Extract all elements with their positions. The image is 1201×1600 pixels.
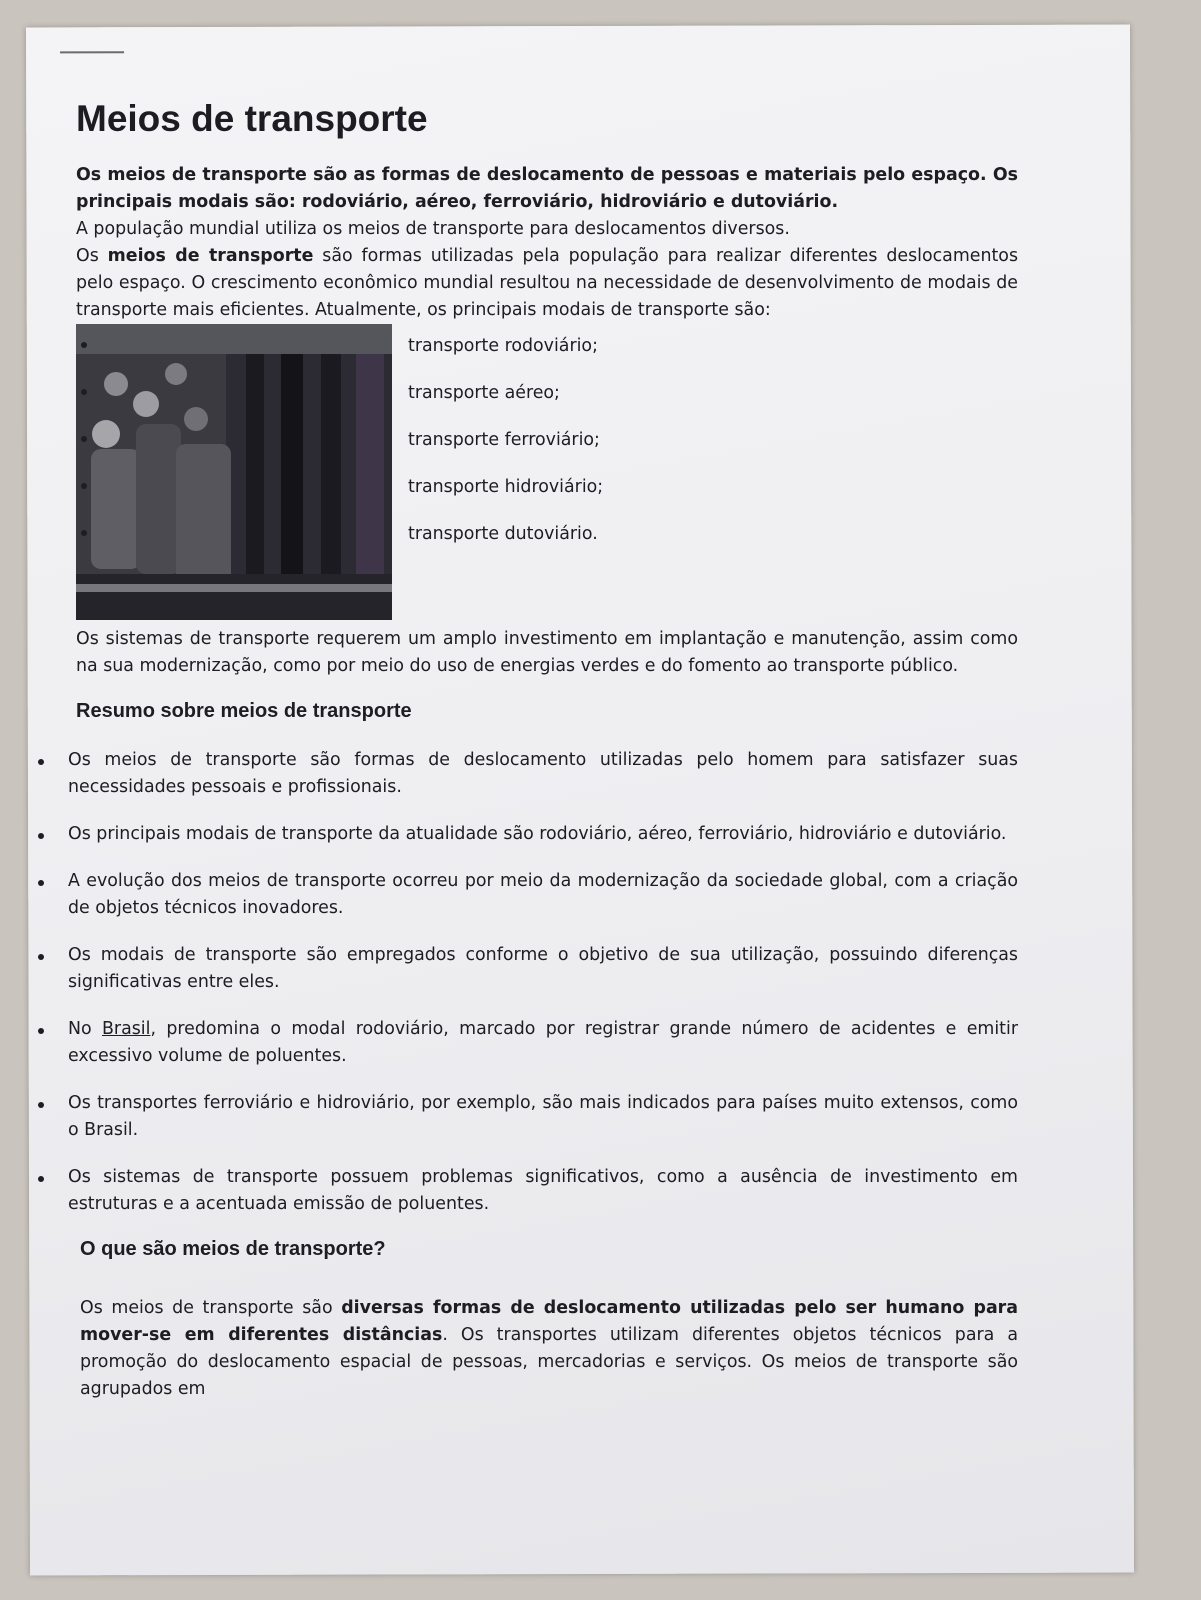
modal-text: transporte ferroviário; <box>408 430 600 450</box>
list-item <box>76 430 1018 477</box>
summary-text: Os principais modais de transporte da atualidade são rodoviário, aéreo, ferroviário, hidroviário e dutoviário. <box>68 824 1007 844</box>
list-item <box>76 383 1018 430</box>
bullet-icon <box>38 759 44 765</box>
modal-list <box>76 336 1018 571</box>
brasil-prefix: No <box>68 1019 102 1039</box>
para1-bold: meios de transporte <box>107 246 314 266</box>
paragraph-2: Os sistemas de transporte requerem um amplo investimento em implantação e manutenção, assim como na sua modernização, como por meio do uso de energias verdes e do fomento ao transporte público. <box>76 629 1018 676</box>
list-item <box>76 477 1018 524</box>
paragraph-1 <box>76 243 1018 324</box>
caption-line: A população mundial utiliza os meios de transporte para deslocamentos diversos. <box>76 219 790 239</box>
final-bold: diversas formas de deslocamento utilizadas pelo ser humano para mover-se em diferentes distâncias <box>80 1298 1018 1345</box>
summary-text: Os transportes ferroviário e hidroviário, por exemplo, são mais indicados para países muito extensos, como o Brasil. <box>68 1093 1018 1140</box>
corner-mark <box>60 51 124 53</box>
bullet-icon <box>38 1102 44 1108</box>
bullet-icon <box>81 389 87 395</box>
list-item <box>68 1164 1018 1218</box>
brasil-rest: , predomina o modal rodoviário, marcado por registrar grande número de acidentes e emitir excessivo volume de poluentes. <box>68 1019 1018 1066</box>
list-item <box>68 1090 1018 1144</box>
summary-text: Os modais de transporte são empregados conforme o objetivo de sua utilização, possuindo diferenças significativas entre eles. <box>68 945 1018 992</box>
bullet-icon <box>81 436 87 442</box>
bullet-icon <box>38 880 44 886</box>
bullet-icon <box>38 1028 44 1034</box>
page-title: Meios de transporte <box>76 98 428 139</box>
modal-text: transporte dutoviário. <box>408 524 598 544</box>
summary-text: Os sistemas de transporte possuem problemas significativos, como a ausência de investimento em estruturas e a acentuada emissão de poluentes. <box>68 1167 1018 1214</box>
summary-text: Os meios de transporte são formas de deslocamento utilizadas pelo homem para satisfazer suas necessidades pessoais e profissionais. <box>68 750 1018 797</box>
final-paragraph <box>80 1295 1018 1403</box>
document-content <box>68 98 1019 1403</box>
final-rest: . Os transportes utilizam diferentes objetos técnicos para a promoção do deslocamento espacial de pessoas, mercadorias e serviços. Os meios de transporte são agrupados em <box>80 1325 1018 1399</box>
summary-list <box>68 747 1018 1218</box>
list-item <box>68 868 1018 922</box>
intro-paragraph: Os meios de transporte são as formas de deslocamento de pessoas e materiais pelo espaço. Os principais modais são: rodoviário, aéreo, ferroviário, hidroviário e dutoviário. <box>76 165 1018 212</box>
bullet-icon <box>81 483 87 489</box>
para1-prefix: Os <box>76 246 108 266</box>
summary-heading: Resumo sobre meios de transporte <box>76 700 412 722</box>
bullet-icon <box>81 530 87 536</box>
bullet-icon <box>38 833 44 839</box>
modal-text: transporte rodoviário; <box>408 336 598 356</box>
final-prefix: Os meios de transporte são <box>80 1298 342 1318</box>
bullet-icon <box>38 1176 44 1182</box>
brasil-link[interactable]: Brasil <box>102 1019 151 1039</box>
bullet-icon <box>38 954 44 960</box>
summary-text: A evolução dos meios de transporte ocorreu por meio da modernização da sociedade global, com a criação de objetos técnicos inovadores. <box>68 871 1018 918</box>
para1-rest: são formas utilizadas pela população para realizar diferentes deslocamentos pelo espaço. O crescimento econômico mundial resultou na necessidade de desenvolvimento de modais de transporte mais eficientes. Atualmente, os principais modais de transporte são: <box>76 246 1019 320</box>
bullet-icon <box>81 342 87 348</box>
list-item <box>76 524 1018 571</box>
question-heading: O que são meios de transporte? <box>80 1238 386 1260</box>
list-item <box>68 942 1018 996</box>
modal-text: transporte aéreo; <box>408 383 560 403</box>
modal-text: transporte hidroviário; <box>408 477 604 497</box>
list-item <box>68 1016 1018 1070</box>
list-item <box>68 747 1018 801</box>
list-item <box>68 821 1018 848</box>
list-item <box>76 336 1018 383</box>
